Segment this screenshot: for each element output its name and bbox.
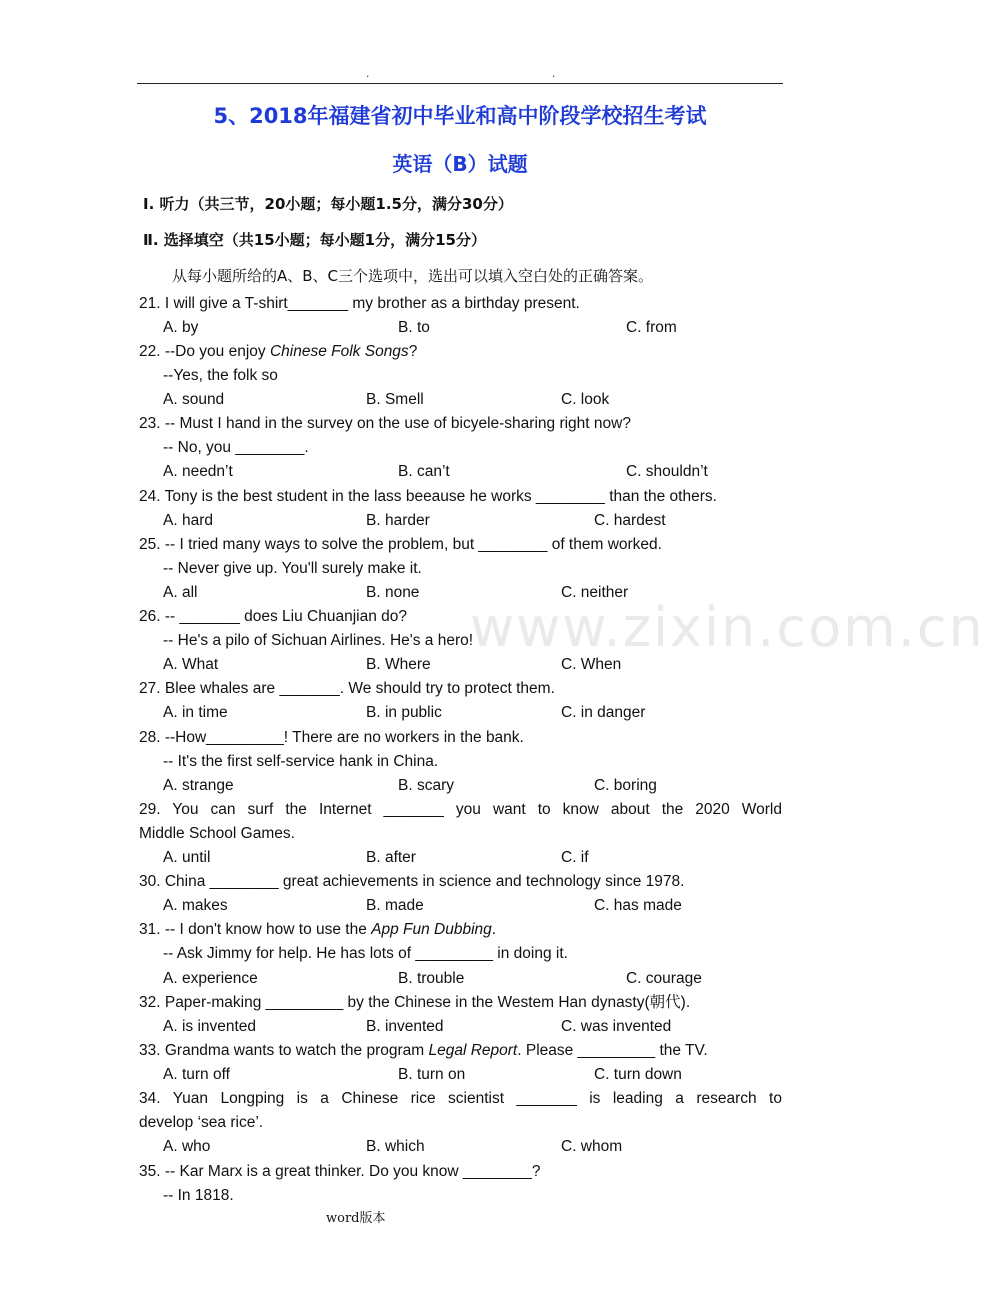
question-29-stem-cont: Middle School Games. [139,825,295,842]
question-26-option-b: B. Where [366,656,431,673]
question-22-option-b: B. Smell [366,391,424,408]
instruction-text: 从每小题所给的A、B、C三个选项中，选出可以填入空白处的正确答案。 [172,267,654,285]
question-23-stem: 23. -- Must I hand in the survey on the use of bicyele-sharing right now? [139,415,631,432]
question-25-reply: -- Never give up. You'll surely make it. [163,560,422,577]
question-28-option-c: C. boring [594,777,657,794]
question-23-option-b: B. can’t [398,463,450,480]
question-24-option-b: B. harder [366,512,430,529]
question-32-option-a: A. is invented [163,1018,257,1035]
question-31-app-name: App Fun Dubbing [371,921,492,938]
question-27-option-b: B. in public [366,704,442,721]
question-24-option-a: A. hard [163,512,213,529]
question-30-option-b: B. made [366,897,424,914]
question-27-option-c: C. in danger [561,704,646,721]
question-28-option-b: B. scary [398,777,454,794]
question-34-option-b: B. which [366,1138,425,1155]
question-31-reply: -- Ask Jimmy for help. He has lots of _________ in doing it. [163,945,568,962]
header-dot-right: . [552,66,556,80]
question-33-stem [139,1039,708,1063]
question-32-option-c: C. was invented [561,1018,672,1035]
section-multiple-choice: Ⅱ. 选择填空（共15小题；每小题1分，满分15分） [143,231,486,249]
header-rule [137,83,783,84]
question-25-option-a: A. all [163,584,198,601]
question-30-stem: 30. China ________ great achievements in science and technology since 1978. [139,873,685,890]
question-22-title: Chinese Folk Songs [269,343,409,360]
question-23-option-c: C. shouldn’t [626,463,708,480]
question-31-stem [139,918,496,942]
question-33-option-c: C. turn down [594,1066,682,1083]
question-27-option-a: A. in time [163,704,228,721]
question-21-option-a: A. by [163,319,199,336]
question-34-option-c: C. whom [561,1138,623,1155]
question-30-option-a: A. makes [163,897,228,914]
question-28-stem: 28. --How_________! There are no workers in the bank. [139,729,524,746]
question-35-reply: -- In 1818. [163,1187,234,1204]
question-26-option-c: C. When [561,656,622,673]
question-22-option-c: C. look [561,391,610,408]
question-22-stem-pre: 22. --Do you enjoy [139,343,270,360]
question-35-stem: 35. -- Kar Marx is a great thinker. Do you know ________? [139,1163,541,1180]
question-21-option-b: B. to [398,319,430,336]
question-33-option-a: A. turn off [163,1066,230,1083]
question-22-stem-post: ? [408,343,418,360]
exam-subtitle: 英语（B）试题 [392,152,528,176]
question-25-option-c: C. neither [561,584,629,601]
question-31-stem-post: . [491,921,497,938]
question-34-stem: 34. Yuan Longping is a Chinese rice scientist _______ is leading a research to [139,1090,782,1107]
question-28-reply: -- It's the first self-service hank in China. [163,753,439,770]
question-26-option-a: A. What [163,656,219,673]
question-29-option-a: A. until [163,849,211,866]
question-27-stem: 27. Blee whales are _______. We should try to protect them. [139,680,555,697]
question-34-stem-cont: develop ‘sea rice’. [139,1114,264,1131]
question-30-option-c: C. has made [594,897,682,914]
question-24-option-c: C. hardest [594,512,666,529]
question-29-option-b: B. after [366,849,416,866]
question-24-stem: 24. Tony is the best student in the lass beeause he works ________ than the others. [139,488,717,505]
question-29-option-c: C. if [561,849,589,866]
question-33-stem-post: . Please _________ the TV. [517,1042,708,1059]
question-22-stem [139,340,417,364]
question-33-program-name: Legal Report [428,1042,518,1059]
question-31-option-b: B. trouble [398,970,465,987]
question-22-reply: --Yes, the folk so [163,367,278,384]
header-dot-left: . [366,66,370,80]
question-31-option-c: C. courage [626,970,702,987]
question-32-option-b: B. invented [366,1018,444,1035]
question-21-stem: 21. I will give a T-shirt_______ my brother as a birthday present. [139,295,580,312]
question-33-option-b: B. turn on [398,1066,466,1083]
question-32-stem: 32. Paper-making _________ by the Chinese in the Westem Han dynasty(朝代). [139,994,691,1011]
question-25-stem: 25. -- I tried many ways to solve the problem, but ________ of them worked. [139,536,662,553]
question-31-stem-pre: 31. -- I don't know how to use the [139,921,372,938]
watermark: www.zixin.com.cn [470,596,985,659]
exam-title: 5、2018年福建省初中毕业和高中阶段学校招生考试 [213,104,707,128]
question-31-option-a: A. experience [163,970,258,987]
question-29-stem: 29. You can surf the Internet _______ you want to know about the 2020 World [139,801,782,818]
question-23-option-a: A. needn’t [163,463,233,480]
footer-label: word版本 [326,1211,386,1226]
question-28-option-a: A. strange [163,777,234,794]
question-25-option-b: B. none [366,584,420,601]
question-22-option-a: A. sound [163,391,225,408]
question-21-option-c: C. from [626,319,677,336]
question-34-option-a: A. who [163,1138,211,1155]
question-26-stem: 26. -- _______ does Liu Chuanjian do? [139,608,408,625]
question-26-reply: -- He's a pilo of Sichuan Airlines. He's a hero! [163,632,474,649]
question-23-reply: -- No, you ________. [163,439,309,456]
question-33-stem-pre: 33. Grandma wants to watch the program [139,1042,429,1059]
section-listening: Ⅰ. 听力（共三节，20小题；每小题1.5分，满分30分） [143,195,513,213]
